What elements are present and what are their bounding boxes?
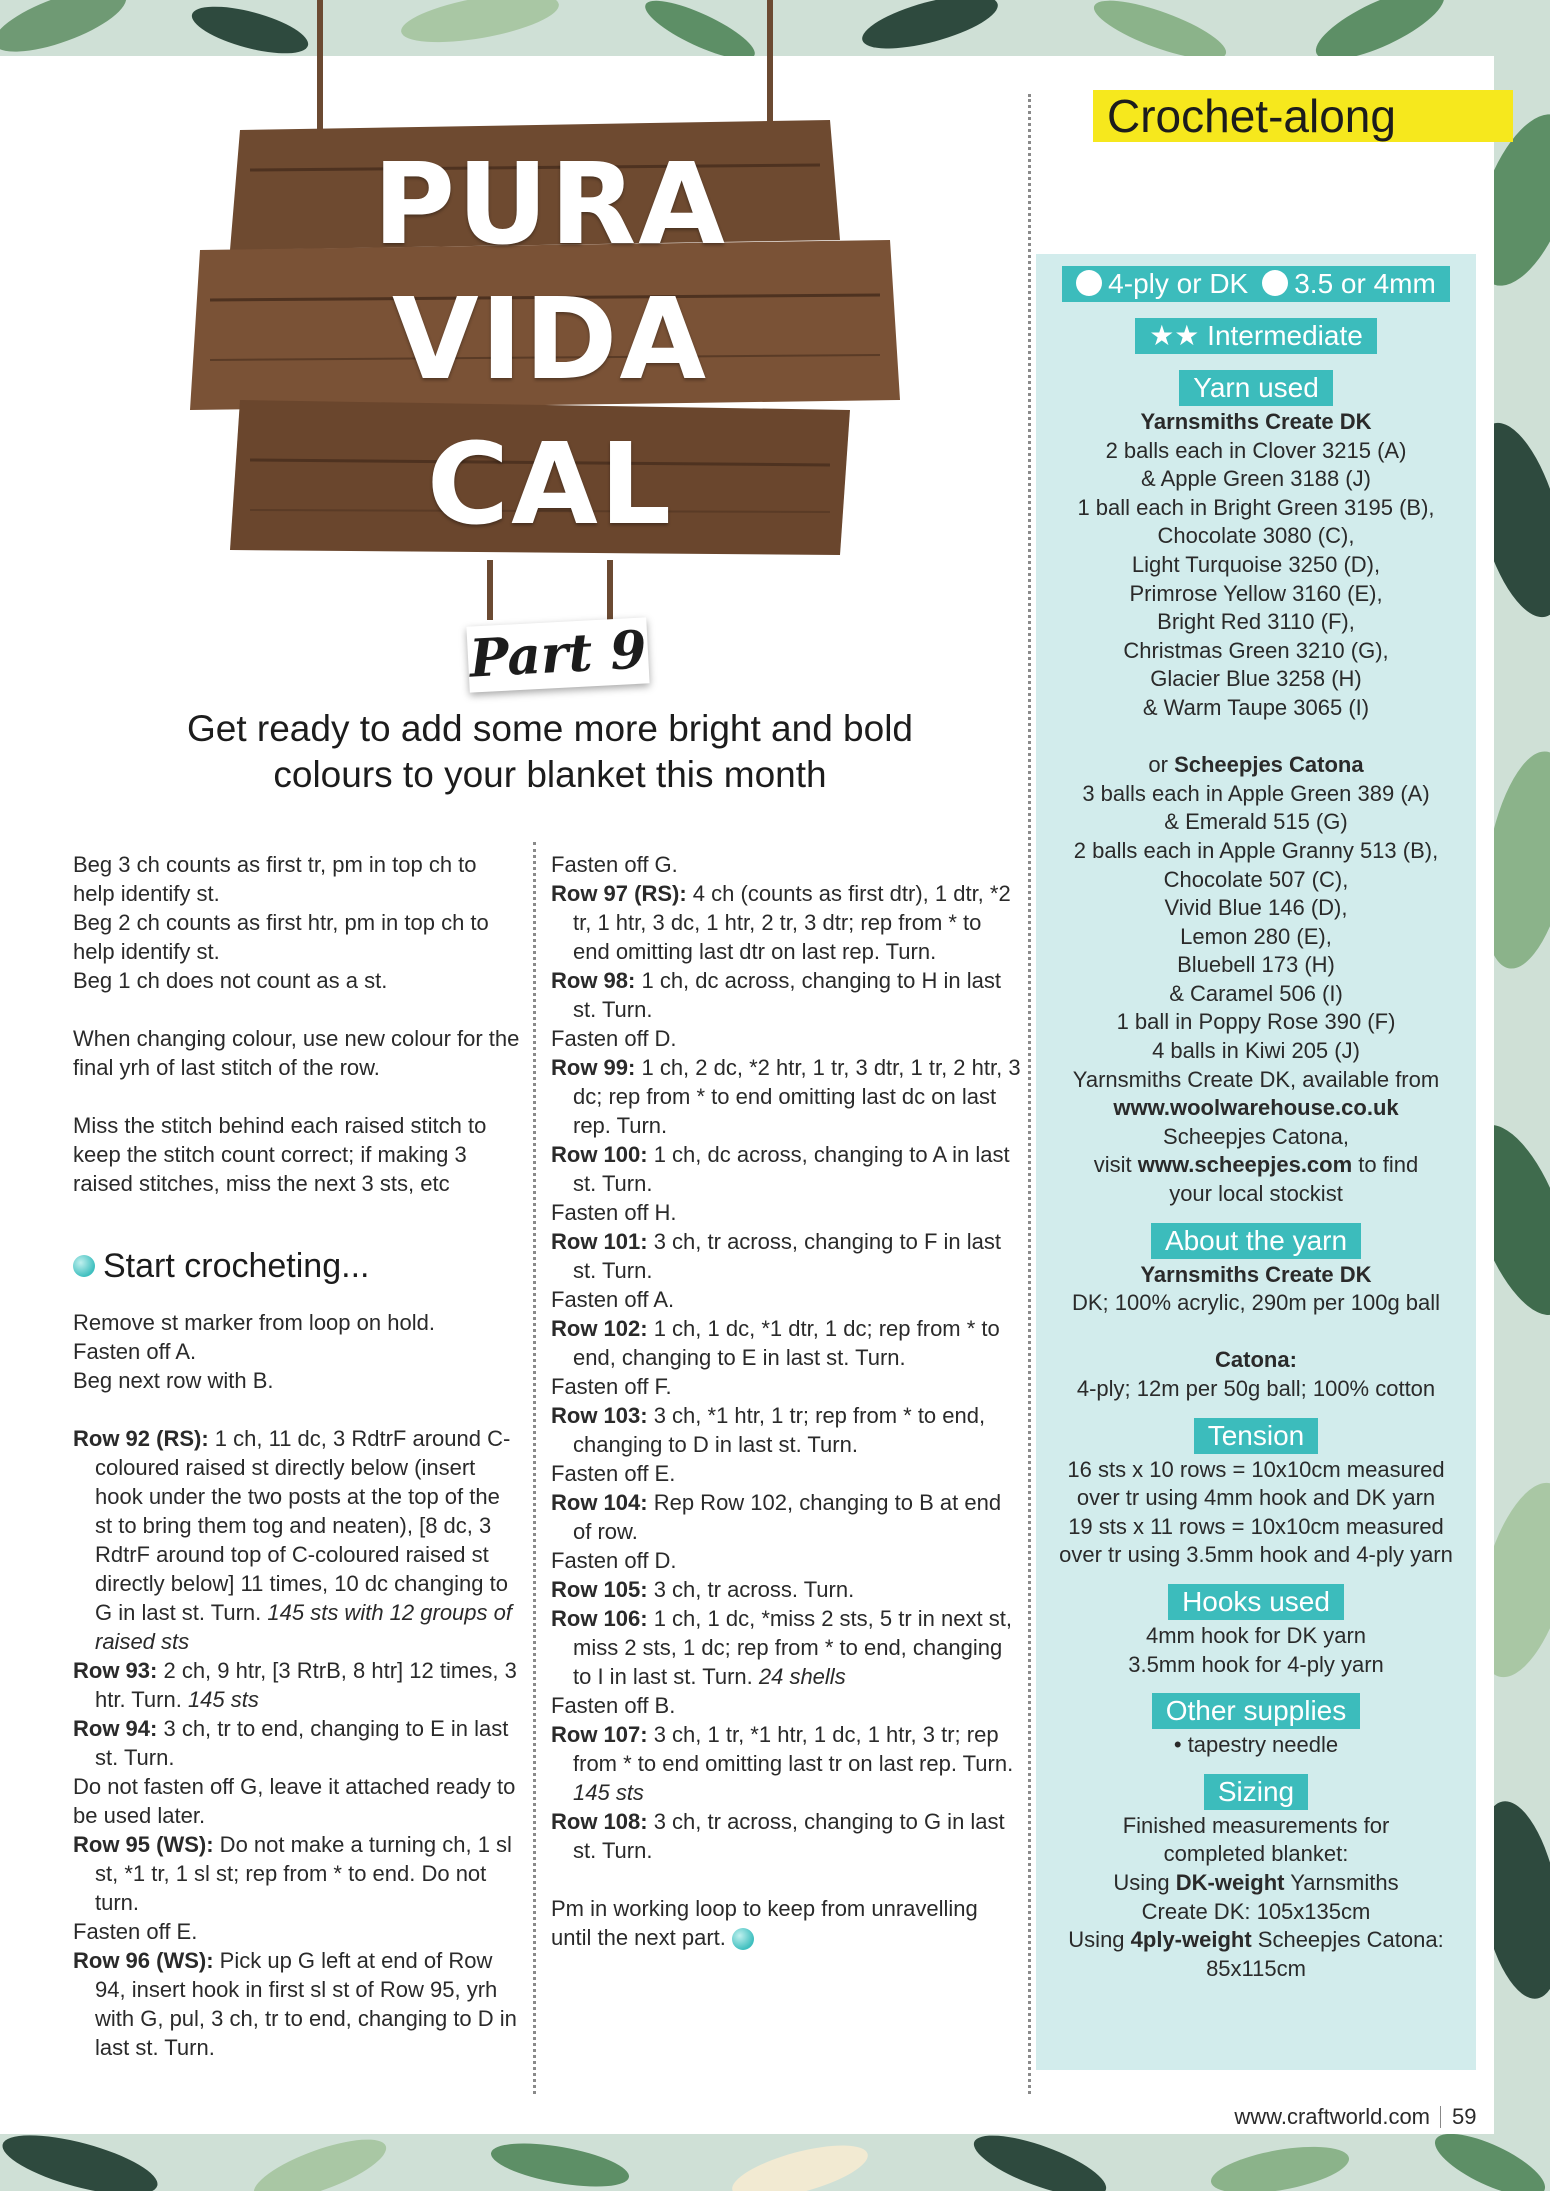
section-heading: Sizing <box>1204 1774 1308 1810</box>
row-93: Row 93: 2 ch, 9 htr, [3 RtrB, 8 htr] 12 times, 3 htr. Turn. 145 sts <box>73 1658 517 1712</box>
title-line-3: CAL <box>426 420 674 550</box>
start-heading: Start crocheting... <box>73 1246 523 1286</box>
row-99: Row 99: 1 ch, 2 dc, *2 htr, 1 tr, 3 dtr, 1 tr, 2 htr, 3 dc; rep from * to end omitting last dc on last rep. Turn. <box>551 1055 1021 1138</box>
tension-section: Tension 16 sts x 10 rows = 10x10cm measured over tr using 4mm hook and DK yarn 19 sts x 11 rows = 10x10cm measured over tr using 3.5mm hook and 4-ply yarn <box>1059 1419 1453 1568</box>
row-97: Row 97 (RS): 4 ch (counts as first dtr), 1 dtr, *2 tr, 1 htr, 3 dc, 1 htr, 2 tr, 3 dtr; rep from * to end omitting last dtr on last rep. Turn. <box>551 881 1011 964</box>
sizing-section: Sizing Finished measurements for completed blanket: Using DK-weight Yarnsmiths Create DK: 105x135cm Using 4ply-weight Scheepjes Catona: 85x115cm <box>1068 1775 1444 1981</box>
spec-row <box>1036 266 1476 304</box>
instruction-line: Beg next row with B. <box>73 1368 274 1393</box>
section-tag: Crochet-along <box>1093 90 1513 142</box>
crochet-hook-icon <box>1262 270 1288 296</box>
instruction-line: Remove st marker from loop on hold. <box>73 1310 435 1335</box>
pattern-column-2 <box>551 850 1021 1952</box>
yarn-ball-icon <box>732 1928 754 1950</box>
row-105: Row 105: 3 ch, tr across. Turn. <box>551 1577 855 1602</box>
instruction-line: Fasten off E. <box>551 1461 676 1486</box>
part-label: Part 9 <box>466 617 649 692</box>
row-98: Row 98: 1 ch, dc across, changing to H in last st. Turn. <box>551 968 1001 1022</box>
instruction-line: Fasten off D. <box>551 1026 677 1051</box>
row-102: Row 102: 1 ch, 1 dc, *1 dtr, 1 dc; rep from * to end, changing to E in last st. Turn. <box>551 1316 1000 1370</box>
column-divider <box>533 842 536 2094</box>
standfirst: Get ready to add some more bright and bold colours to your blanket this month <box>186 708 914 795</box>
row-94: Row 94: 3 ch, tr to end, changing to E in last st. Turn. <box>73 1716 509 1770</box>
supplies-section: Other supplies • tapestry needle <box>1036 1693 1476 1760</box>
note-item: Beg 2 ch counts as first htr, pm in top ch to help identify st. <box>73 910 489 964</box>
woolwarehouse-link[interactable]: www.woolwarehouse.co.uk <box>1113 1095 1399 1121</box>
yarn-ball-icon <box>73 1255 95 1277</box>
title-line-1: PURA <box>373 140 727 270</box>
row-101: Row 101: 3 ch, tr across, changing to F in last st. Turn. <box>551 1229 1001 1283</box>
instruction-line: Fasten off D. <box>551 1548 677 1573</box>
row-107: Row 107: 3 ch, 1 tr, *1 htr, 1 dc, 1 htr, 3 tr; rep from * to end omitting last tr on last rep. Turn. 145 sts <box>551 1722 1014 1805</box>
about-yarn-section: About the yarn Yarnsmiths Create DK DK; 100% acrylic, 290m per 100g ball Catona: 4-ply; 12m per 50g ball; 100% cotton <box>1071 1224 1441 1401</box>
row-95: Row 95 (WS): Do not make a turning ch, 1 sl st, *1 tr, 1 sl st; rep from * to end. Do not turn. <box>73 1832 512 1915</box>
yarn-ball-icon <box>1076 270 1102 296</box>
note-item: Miss the stitch behind each raised stitch to keep the stitch count correct; if making 3 raised stitches, miss the next 3 sts, etc <box>73 1113 487 1196</box>
row-92: Row 92 (RS): 1 ch, 11 dc, 3 RdtrF around C-coloured raised st directly below (insert hook under the two posts at the top of the st to bring them tog and neaten), [8 dc, 3 RdtrF around top of C-coloured raised st directly below] 11 times, 10 dc changing to G in last st. Turn. 145 sts with 12 groups of raised sts <box>73 1426 512 1654</box>
pattern-column-1 <box>73 850 523 2062</box>
instruction-line: Fasten off A. <box>73 1339 197 1364</box>
section-heading: Hooks used <box>1168 1584 1344 1620</box>
instruction-line: Fasten off F. <box>551 1374 672 1399</box>
row-104: Row 104: Rep Row 102, changing to B at end of row. <box>551 1490 1002 1544</box>
row-103: Row 103: 3 ch, *1 htr, 1 tr; rep from * to end, changing to D in last st. Turn. <box>551 1403 986 1457</box>
closing-line: Pm in working loop to keep from unravelling until the next part. <box>551 1896 978 1950</box>
instruction-line: Fasten off B. <box>551 1693 676 1718</box>
section-heading: About the yarn <box>1151 1223 1361 1259</box>
section-heading: Other supplies <box>1152 1693 1361 1729</box>
note-item: When changing colour, use new colour for the final yrh of last stitch of the row. <box>73 1026 520 1080</box>
row-108: Row 108: 3 ch, tr across, changing to G in last st. Turn. <box>551 1809 1005 1863</box>
sidebar-divider <box>1028 94 1031 2094</box>
row-106: Row 106: 1 ch, 1 dc, *miss 2 sts, 5 tr in next st, miss 2 sts, 1 dc; rep from * to end, changing to I in last st. Turn. 24 shells <box>551 1606 1012 1689</box>
page-number: 59 <box>1452 2104 1477 2129</box>
instruction-line: Fasten off E. <box>73 1919 198 1944</box>
instruction-line: Fasten off G. <box>551 852 678 877</box>
level-badge: ★★ Intermediate <box>1135 318 1377 354</box>
hooks-section: Hooks used 4mm hook for DK yarn 3.5mm hook for 4-ply yarn <box>1128 1585 1384 1677</box>
instruction-line: Do not fasten off G, leave it attached ready to be used later. <box>73 1774 516 1828</box>
instruction-line: Fasten off A. <box>551 1287 675 1312</box>
note-item: Beg 3 ch counts as first tr, pm in top ch to help identify st. <box>73 852 477 906</box>
scheepjes-link[interactable]: www.scheepjes.com <box>1137 1152 1353 1178</box>
instruction-line: Fasten off H. <box>551 1200 677 1225</box>
row-100: Row 100: 1 ch, dc across, changing to A in last st. Turn. <box>551 1142 1010 1196</box>
footer-separator <box>1440 2106 1441 2128</box>
footer-url[interactable]: www.craftworld.com <box>1234 2104 1430 2129</box>
note-item: Beg 1 ch does not count as a st. <box>73 968 388 993</box>
yarn-used-section: Yarn used Yarnsmiths Create DK 2 balls each in Clover 3215 (A) & Apple Green 3188 (J) 1 ball each in Bright Green 3195 (B), Chocolate 3080 (C), Light Turquoise 3250 (D), Primrose Yellow 3160 (E), Bright Red 3110 (F), Christmas Green 3210 (G), Glacier Blue 3258 (H) & Warm Taupe 3065 (I) or Scheepjes Catona 3 balls each in Apple Green 389 (A) & Emerald 515 (G) 2 balls each in Apple Granny 513 (B), Chocolate 507 (C), Vivid Blue 146 (D), Lemon 280 (E), Bluebell 173 (H) & Caramel 506 (I) 1 ball in Poppy Rose 390 (F) 4 balls in Kiwi 205 (J) Yarnsmiths Create DK, available from www.woolwarehouse.co.uk Scheepjes Catona, visit www.scheepjes.com to find your local stockist <box>1036 370 1476 1209</box>
yarn-hook-badge: 4-ply or DK 3.5 or 4mm <box>1062 266 1450 302</box>
row-96: Row 96 (WS): Pick up G left at end of Row 94, insert hook in first sl st of Row 95, yrh with G, pul, 3 ch, tr to end, changing to D in last st. Turn. <box>73 1948 517 2060</box>
section-heading: Yarn used <box>1179 370 1333 406</box>
title-line-2: VIDA <box>392 275 708 405</box>
section-heading: Tension <box>1194 1418 1319 1454</box>
info-sidebar <box>1036 254 1476 2070</box>
